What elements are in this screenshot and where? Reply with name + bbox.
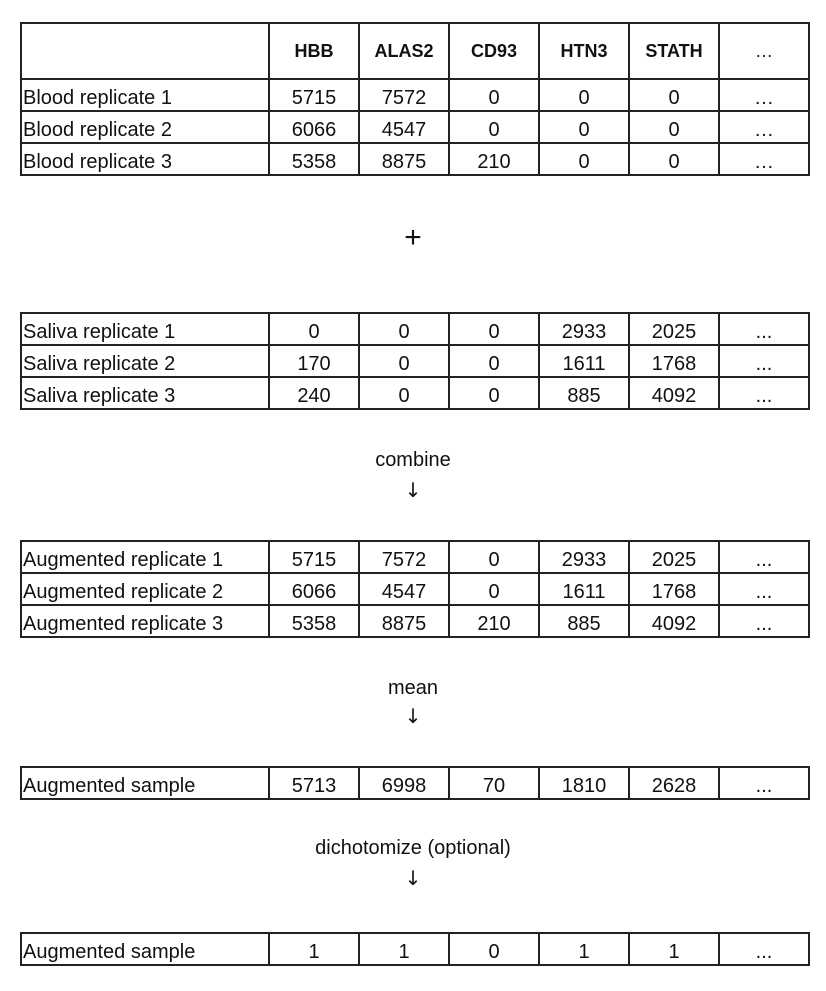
value-cell: 4547: [359, 573, 449, 605]
table-row: [21, 377, 809, 409]
value-cell: 5713: [269, 767, 359, 799]
header-cell: HBB: [269, 23, 359, 79]
row-label: Augmented replicate 1: [21, 541, 269, 573]
table-row: [21, 767, 809, 799]
value-cell: 6998: [359, 767, 449, 799]
value-cell: 0: [449, 573, 539, 605]
value-cell: 1768: [629, 573, 719, 605]
value-cell: 0: [449, 313, 539, 345]
row-label: Augmented sample: [21, 767, 269, 799]
value-cell: 0: [629, 111, 719, 143]
plus-operator: +: [404, 221, 422, 254]
value-cell: ...: [719, 767, 809, 799]
header-cell: …: [719, 23, 809, 79]
value-cell: 6066: [269, 111, 359, 143]
value-cell: 1768: [629, 345, 719, 377]
row-label: Saliva replicate 2: [21, 345, 269, 377]
value-cell: ...: [719, 605, 809, 637]
header-cell: CD93: [449, 23, 539, 79]
value-cell: 0: [539, 111, 629, 143]
value-cell: 1: [539, 933, 629, 965]
value-cell: 4092: [629, 605, 719, 637]
combine-label: combine: [375, 449, 451, 471]
value-cell: 2025: [629, 313, 719, 345]
row-label: Saliva replicate 1: [21, 313, 269, 345]
row-label: Blood replicate 1: [21, 79, 269, 111]
value-cell: 0: [629, 79, 719, 111]
header-cell: ALAS2: [359, 23, 449, 79]
saliva-table: [20, 312, 810, 410]
value-cell: 2025: [629, 541, 719, 573]
value-cell: 210: [449, 143, 539, 175]
value-cell: 0: [359, 345, 449, 377]
value-cell: 5358: [269, 605, 359, 637]
value-cell: 4547: [359, 111, 449, 143]
value-cell: 2933: [539, 541, 629, 573]
value-cell: 7572: [359, 79, 449, 111]
table-row: [21, 573, 809, 605]
down-arrow-icon: ↓: [404, 866, 422, 890]
value-cell: 0: [359, 377, 449, 409]
table-row: [21, 143, 809, 175]
value-cell: 0: [449, 79, 539, 111]
header-cell: STATH: [629, 23, 719, 79]
blood-table: [20, 22, 810, 176]
value-cell: 0: [539, 143, 629, 175]
header-cell: HTN3: [539, 23, 629, 79]
value-cell: 5358: [269, 143, 359, 175]
value-cell: 8875: [359, 605, 449, 637]
value-cell: 8875: [359, 143, 449, 175]
table-row: [21, 313, 809, 345]
row-label: Augmented replicate 3: [21, 605, 269, 637]
table-row: [21, 111, 809, 143]
row-label: Saliva replicate 3: [21, 377, 269, 409]
value-cell: 0: [449, 345, 539, 377]
value-cell: 1: [629, 933, 719, 965]
augmented-table: [20, 540, 810, 638]
value-cell: 5715: [269, 79, 359, 111]
value-cell: ...: [719, 933, 809, 965]
table-row: [21, 345, 809, 377]
value-cell: 885: [539, 377, 629, 409]
value-cell: 1810: [539, 767, 629, 799]
value-cell: 70: [449, 767, 539, 799]
value-cell: 5715: [269, 541, 359, 573]
value-cell: 0: [629, 143, 719, 175]
row-label: Blood replicate 2: [21, 111, 269, 143]
value-cell: …: [719, 79, 809, 111]
value-cell: 0: [269, 313, 359, 345]
value-cell: ...: [719, 377, 809, 409]
table-row: [21, 605, 809, 637]
value-cell: 0: [359, 313, 449, 345]
value-cell: ...: [719, 345, 809, 377]
value-cell: 7572: [359, 541, 449, 573]
value-cell: 0: [449, 377, 539, 409]
value-cell: 0: [449, 933, 539, 965]
mean-label: mean: [387, 677, 439, 699]
table-row: [21, 933, 809, 965]
header-corner-cell: [21, 23, 269, 79]
value-cell: 1611: [539, 573, 629, 605]
value-cell: …: [719, 143, 809, 175]
value-cell: 1: [359, 933, 449, 965]
value-cell: …: [719, 111, 809, 143]
down-arrow-icon: ↓: [404, 478, 422, 502]
value-cell: ...: [719, 313, 809, 345]
value-cell: ...: [719, 573, 809, 605]
value-cell: 6066: [269, 573, 359, 605]
down-arrow-icon: ↓: [404, 704, 422, 728]
row-label: Blood replicate 3: [21, 143, 269, 175]
value-cell: 1611: [539, 345, 629, 377]
value-cell: 210: [449, 605, 539, 637]
dichotomize-label: dichotomize (optional): [315, 837, 511, 859]
mean-sample-table: [20, 766, 810, 800]
value-cell: 4092: [629, 377, 719, 409]
value-cell: 1: [269, 933, 359, 965]
value-cell: 0: [539, 79, 629, 111]
value-cell: 0: [449, 541, 539, 573]
table-row: [21, 79, 809, 111]
row-label: Augmented sample: [21, 933, 269, 965]
value-cell: 2628: [629, 767, 719, 799]
header-row: [21, 23, 809, 79]
binary-sample-table: [20, 932, 810, 966]
row-label: Augmented replicate 2: [21, 573, 269, 605]
value-cell: 240: [269, 377, 359, 409]
table-row: [21, 541, 809, 573]
value-cell: 0: [449, 111, 539, 143]
value-cell: ...: [719, 541, 809, 573]
value-cell: 885: [539, 605, 629, 637]
value-cell: 170: [269, 345, 359, 377]
value-cell: 2933: [539, 313, 629, 345]
